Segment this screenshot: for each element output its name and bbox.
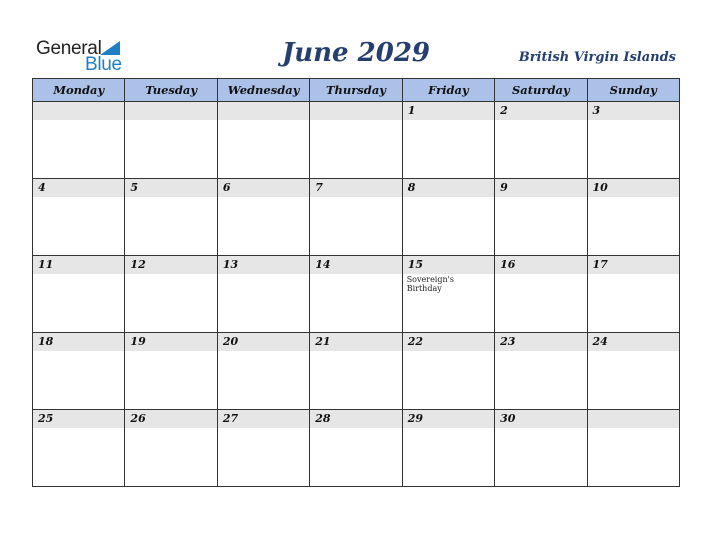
calendar-body xyxy=(33,102,680,487)
week-row xyxy=(33,102,680,179)
day-number: 1 xyxy=(403,102,494,120)
day-cell xyxy=(587,256,679,333)
day-cell xyxy=(33,179,125,256)
weekday-header-monday: Monday xyxy=(33,79,125,102)
day-number: 7 xyxy=(310,179,401,197)
day-cell xyxy=(310,256,402,333)
day-cell xyxy=(125,179,217,256)
day-cell xyxy=(125,102,217,179)
calendar-grid xyxy=(32,78,680,487)
day-cell xyxy=(125,333,217,410)
day-number xyxy=(33,102,124,120)
weekday-header-sunday: Sunday xyxy=(587,79,679,102)
day-number: 11 xyxy=(33,256,124,274)
day-number: 8 xyxy=(403,179,494,197)
day-cell xyxy=(125,410,217,487)
day-number: 10 xyxy=(588,179,679,197)
day-cell xyxy=(402,333,494,410)
day-number: 12 xyxy=(125,256,216,274)
day-cell xyxy=(310,333,402,410)
day-number: 18 xyxy=(33,333,124,351)
day-cell xyxy=(402,179,494,256)
day-cell xyxy=(217,102,309,179)
day-cell xyxy=(217,256,309,333)
day-number: 25 xyxy=(33,410,124,428)
week-row xyxy=(33,410,680,487)
day-cell xyxy=(402,410,494,487)
week-row xyxy=(33,179,680,256)
day-cell xyxy=(495,410,587,487)
day-number xyxy=(588,410,679,428)
day-cell xyxy=(495,333,587,410)
day-cell xyxy=(217,333,309,410)
week-row xyxy=(33,256,680,333)
day-cell xyxy=(495,102,587,179)
day-number: 6 xyxy=(218,179,309,197)
day-number: 16 xyxy=(495,256,586,274)
day-number: 27 xyxy=(218,410,309,428)
day-number: 22 xyxy=(403,333,494,351)
day-cell xyxy=(217,179,309,256)
day-number: 26 xyxy=(125,410,216,428)
day-number: 29 xyxy=(403,410,494,428)
weekday-header-friday: Friday xyxy=(402,79,494,102)
logo-text-blue: Blue xyxy=(85,54,122,75)
day-cell xyxy=(310,410,402,487)
day-number: 19 xyxy=(125,333,216,351)
day-cell xyxy=(495,256,587,333)
day-cell xyxy=(587,102,679,179)
day-number: 24 xyxy=(588,333,679,351)
weekday-header-tuesday: Tuesday xyxy=(125,79,217,102)
weekday-header-saturday: Saturday xyxy=(495,79,587,102)
region-label: British Virgin Islands xyxy=(518,50,676,65)
weekday-header-row xyxy=(33,79,680,102)
day-number: 14 xyxy=(310,256,401,274)
day-number: 9 xyxy=(495,179,586,197)
day-cell xyxy=(310,102,402,179)
day-number: 13 xyxy=(218,256,309,274)
day-number: 4 xyxy=(33,179,124,197)
day-cell xyxy=(310,179,402,256)
day-number: 15 xyxy=(403,256,494,274)
day-cell xyxy=(402,256,494,333)
day-cell xyxy=(217,410,309,487)
day-number: 2 xyxy=(495,102,586,120)
day-number xyxy=(125,102,216,120)
day-cell xyxy=(495,179,587,256)
calendar-title: June 2029 xyxy=(281,38,431,68)
week-row xyxy=(33,333,680,410)
day-number: 5 xyxy=(125,179,216,197)
logo-text-general: General xyxy=(36,38,102,59)
day-number xyxy=(218,102,309,120)
holiday-event: Sovereign's Birthday xyxy=(406,275,454,293)
day-number: 21 xyxy=(310,333,401,351)
day-cell xyxy=(33,410,125,487)
day-cell xyxy=(33,256,125,333)
weekday-header-thursday: Thursday xyxy=(310,79,402,102)
day-number: 17 xyxy=(588,256,679,274)
day-cell xyxy=(402,102,494,179)
day-cell xyxy=(125,256,217,333)
day-cell xyxy=(587,333,679,410)
day-number: 3 xyxy=(588,102,679,120)
day-cell xyxy=(33,102,125,179)
day-number: 20 xyxy=(218,333,309,351)
day-cell xyxy=(587,410,679,487)
day-cell xyxy=(587,179,679,256)
day-number: 30 xyxy=(495,410,586,428)
day-cell xyxy=(33,333,125,410)
day-number: 28 xyxy=(310,410,401,428)
day-number xyxy=(310,102,401,120)
weekday-header-wednesday: Wednesday xyxy=(217,79,309,102)
day-number: 23 xyxy=(495,333,586,351)
